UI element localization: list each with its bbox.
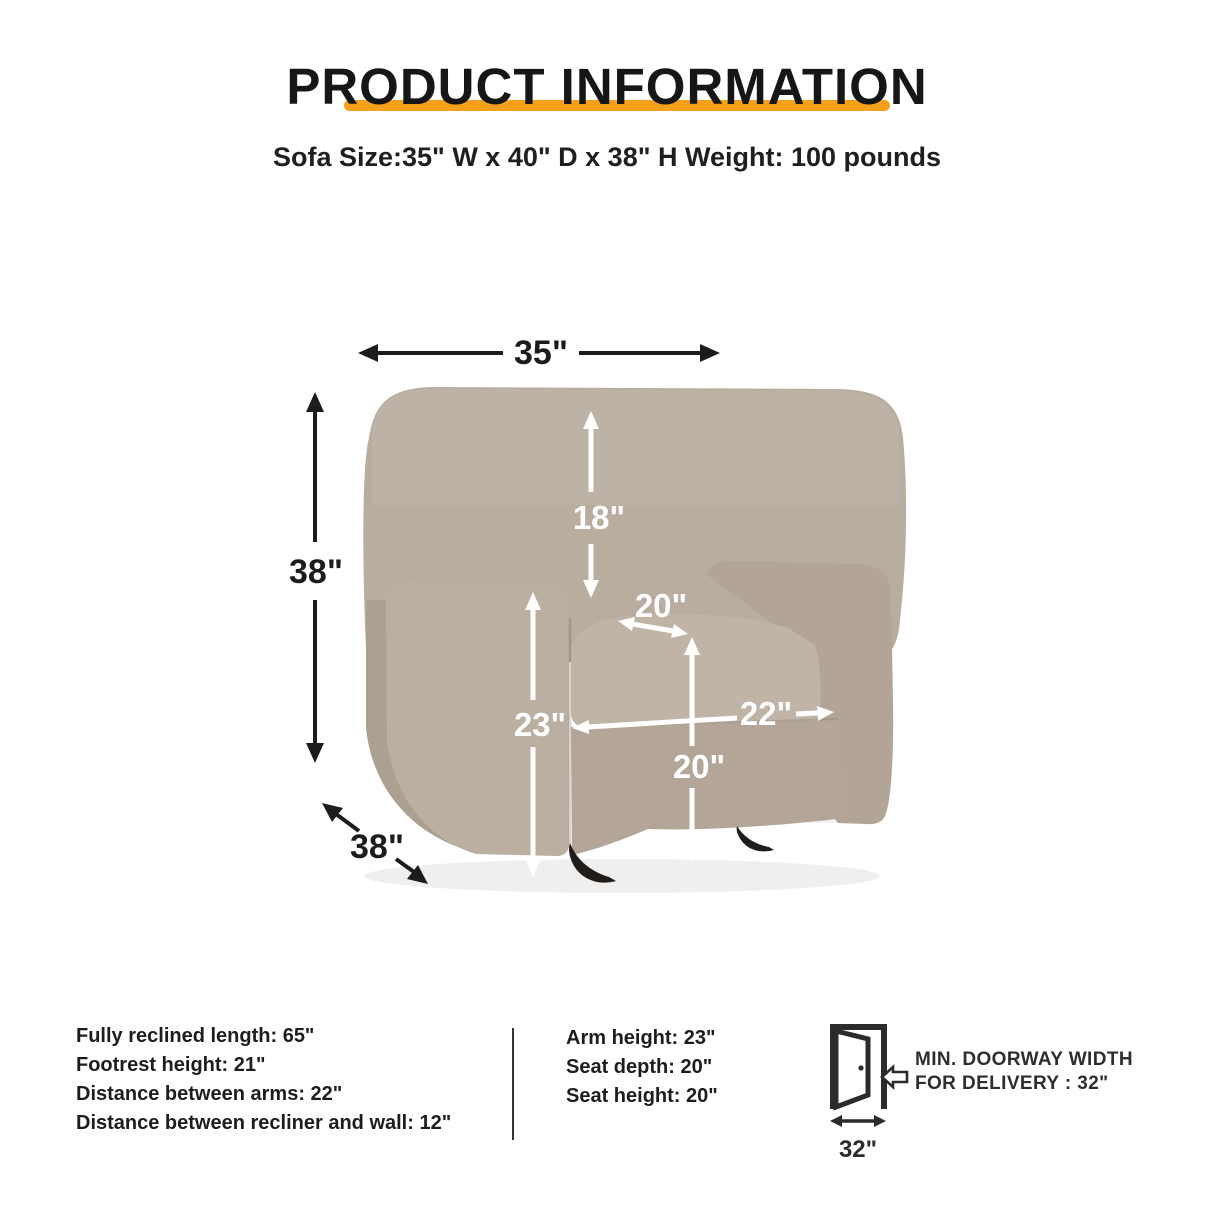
door-icon [818,1014,920,1164]
delivery-note-line2: FOR DELIVERY : 32" [915,1073,1109,1094]
overall-height-arrow [289,392,343,763]
overall-width-arrow [358,334,720,372]
door-width-arrowhead-left [830,1115,842,1127]
recliner-chair-illustration [363,387,906,883]
size-weight-subtitle: Sofa Size:35" W x 40" D x 38" H Weight: 100 pounds [272,142,942,172]
overall-width-label: 35" [514,334,568,372]
page-title: PRODUCT INFORMATION [286,58,928,115]
spec-arm-height: Arm height: 23" [566,1027,716,1049]
spec-seat-height: Seat height: 20" [566,1085,718,1107]
door-width-label: 32" [838,1136,878,1163]
door-width-arrowhead-right [874,1115,886,1127]
between-arms-label: 22" [739,695,793,732]
spec-footrest-height: Footrest height: 21" [76,1054,266,1076]
overall-depth-label: 38" [350,828,404,866]
spec-column-divider [512,1028,514,1140]
door-knob [858,1065,863,1070]
spec-fully-reclined-length: Fully reclined length: 65" [76,1025,315,1047]
spec-list-middle [566,1024,718,1111]
delivery-note-line1: MIN. DOORWAY WIDTH [915,1049,1133,1070]
back-height-label: 18" [572,499,626,536]
arm-height-label: 23" [513,706,567,743]
chair-backrest-highlight [372,389,901,505]
spec-seat-depth: Seat depth: 20" [566,1056,713,1078]
seat-height-label: 20" [672,748,726,785]
overall-height-label: 38" [289,553,343,591]
chair-base-panel [571,720,845,855]
spec-distance-between-arms: Distance between arms: 22" [76,1083,343,1105]
spec-distance-recliner-wall: Distance between recliner and wall: 12" [76,1112,452,1134]
delivery-note [915,1048,1133,1096]
seat-depth-label: 20" [634,587,688,624]
recliner-dimension-diagram [250,300,950,950]
spec-list-left [76,1022,451,1138]
chair-rear-foot [737,826,774,851]
chair-shadow [364,859,880,893]
